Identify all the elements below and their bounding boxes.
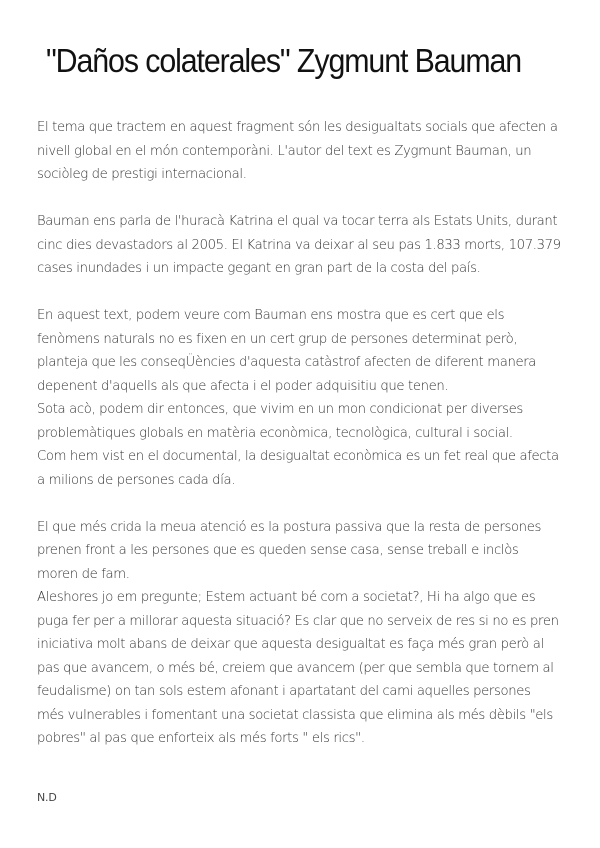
paragraph [37,516,567,751]
text-line: puga fer per a millorar aquesta situació? Es clar que no serveix de res si no es pren [37,613,559,629]
text-line: nivell global en el món contemporàni. L'autor del text es Zygmunt Bauman, un [37,143,532,159]
text-line: iniciativa molt abans de deixar que aquesta desigualtat es faça més gran però al [37,637,544,652]
paragraph [37,304,567,492]
text-line: pas que avancem, o més bé, creiem que avancem (per que sembla que tornem al [37,660,554,676]
text-line: El tema que tractem en aquest fragment són les desigualtats socials que afecten a [37,120,558,135]
text-line: moren de fam. [37,566,130,582]
text-line: Com hem vist en el documental, la desigualtat econòmica es un fet real que afecta [37,449,559,464]
paragraph-gap [37,492,567,516]
text-line: cases inundades i un impacte gegant en gran part de la costa del país. [37,261,481,276]
text-line: prenen front a les persones que es queden sense casa, sense treball e inclòs [37,543,519,558]
text-line: En aquest text, podem veure com Bauman ens mostra que es cert que els [37,308,505,323]
text-line: cinc dies devastadors al 2005. El Katrina va deixar al seu pas 1.833 morts, 107.379 [37,237,561,253]
paragraph-gap [37,281,567,305]
text-line: feudalisme) on tan sols estem afonant i apartatant del cami aquelles persones [37,684,531,699]
author-signature: N.D [37,791,57,804]
text-line: depenent d'aquells als que afecta i el poder adquisitiu que tenen. [37,378,449,394]
paragraph-gap [37,187,567,211]
text-line: sociòleg de prestigi internacional. [37,167,247,182]
text-line: pobres" al pas que enforteix als més forts " els rics". [37,731,365,746]
text-line: a milions de persones cada día. [37,472,236,488]
text-line: Aleshores jo em pregunte; Estem actuant bé com a societat?, Hi ha algo que es [37,590,536,605]
text-line: El que més crida la meua atenció es la postura passiva que la resta de persones [37,519,541,535]
text-line: Bauman ens parla de l'huracà Katrina el qual va tocar terra als Estats Units, durant [37,214,558,229]
text-line: planteja que les conseqÜències d'aquesta catàstrof afecten de diferent manera [37,355,537,370]
text-line: fenòmens naturals no es fixen en un cert grup de persones determinat però, [37,331,518,347]
document-body [37,116,567,751]
document-title: "Daños colaterales" Zygmunt Bauman [46,42,522,79]
paragraph [37,210,567,281]
paragraph [37,116,567,187]
text-line: més vulnerables i fomentant una societat classista que elimina als més dèbils "els [37,707,553,723]
text-line: Sota acò, podem dir entonces, que vivim en un mon condicionat per diverses [37,402,523,417]
text-line: problemàtiques globals en matèria econòmica, tecnològica, cultural i social. [37,425,513,441]
